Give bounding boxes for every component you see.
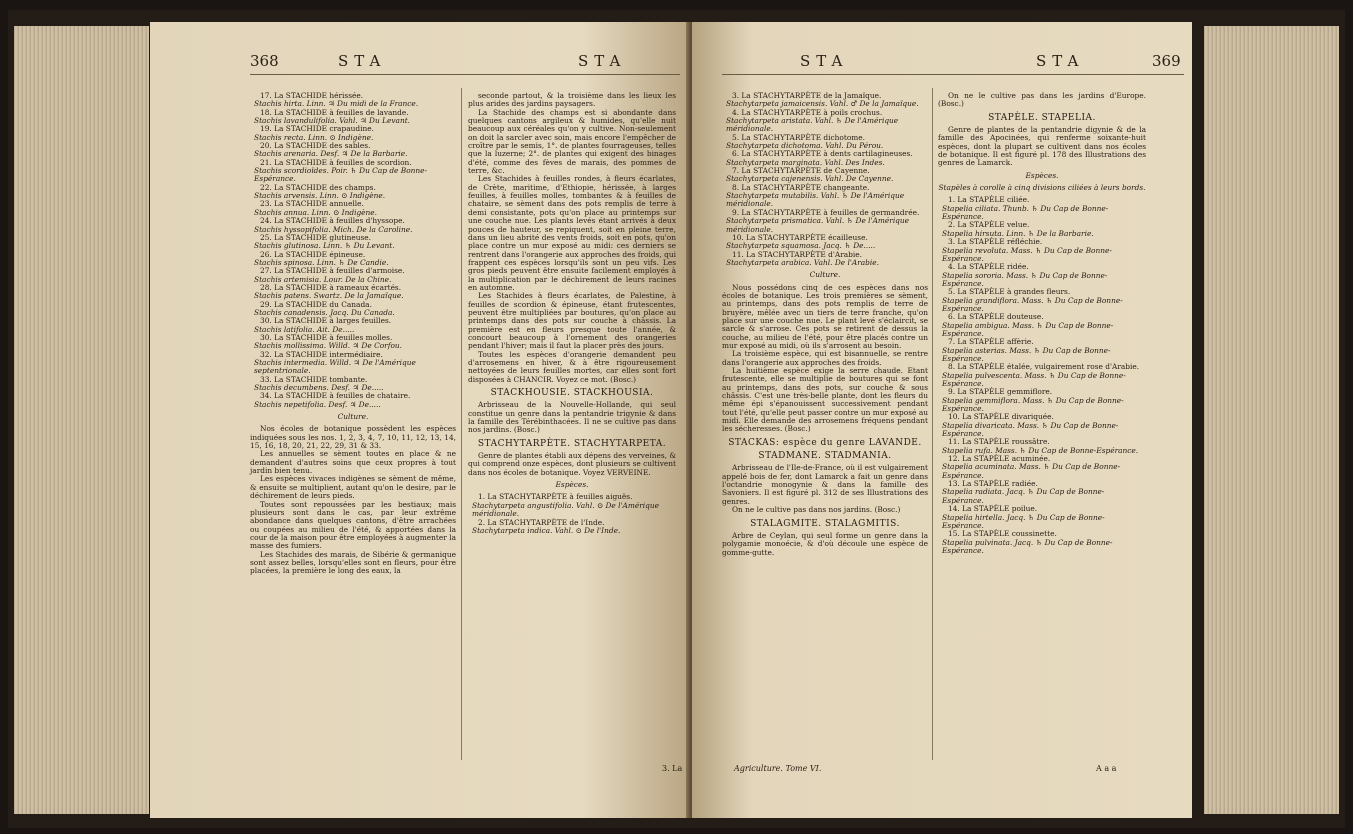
paragraph: On ne le cultive pas dans les jardins d'Europe. (Bosc.)	[938, 91, 1146, 109]
species-detail: Stachis mollissima. Willd. ♃ De Corfou.	[254, 341, 402, 351]
species-detail: Stachytarpeta mutabilis. Vahl. ♄ De l'Amérique méridionale.	[726, 191, 905, 209]
species-detail: Stapelia hirtella. Jacq. ♄ Du Cap de Bonne-Espérance.	[942, 512, 1105, 530]
species-detail: Stapelia pulvescenta. Mass. ♄ Du Cap de Bonne-Espérance.	[942, 370, 1126, 388]
species-detail: Stachis annua. Linn. ⊙ Indigène.	[254, 207, 378, 217]
species-entry: 28. La STACHIDE à rameaux écartés.	[260, 282, 402, 292]
species-detail: Stachis nepetifolia. Desf. ♃ De.....	[254, 399, 381, 409]
section-heading: Culture.	[337, 412, 369, 422]
species-entry: 6. La STACHYTARPÈTE à dents cartilagineuses.	[732, 149, 913, 159]
species-detail: Stachis lavandulifolia. Vahl. ♃ Du Levant.	[254, 116, 411, 126]
paragraph: On ne le cultive pas dans nos jardins. (Bosc.)	[732, 505, 901, 515]
right-column-divider	[932, 88, 933, 760]
species-detail: Stapelia sororia. Mass. ♄ Du Cap de Bonne-Espérance.	[942, 270, 1108, 288]
species-entry: 10. La STAPÈLE divariquée.	[948, 412, 1054, 422]
species-detail: Stachytarpeta arabica. Vahl. De l'Arabie.	[726, 257, 879, 267]
species-detail: Stachytarpeta indica. Vahl. ⊙ De l'Inde.	[472, 525, 621, 535]
paragraph: Arbrisseau de l'Ile-de-France, où il est vulgairement appelé bois de fer, dont Lamarck a fait un genre dans l'octandrie monogynie & dans la famille des Savoniers. Il est figuré pl. 312 de ses Illustrations des genres.	[722, 463, 928, 506]
right-page	[692, 22, 1192, 818]
species-entry: 22. La STACHIDE des champs.	[260, 182, 376, 192]
paragraph: Arbrisseau de la Nouvelle-Hollande, qui seul constitue un genre dans la pentandrie trigynie & dans la famille des Térébinthacées. Il ne se cultive pas dans nos jardins. (Bosc.)	[468, 400, 676, 435]
species-detail: Stapelia asterias. Mass. ♄ Du Cap de Bonne-Espérance.	[942, 345, 1111, 363]
species-detail: Stachytarpeta jamaicensis. Vahl. ♂ De la Jamaïque.	[726, 99, 919, 109]
species-entry: 2. La STACHYTARPÈTE de l'Inde.	[478, 517, 605, 527]
species-entry: 5. La STAPÈLE à grandes fleurs.	[948, 287, 1071, 297]
paragraph: La Stachide des champs est si abondante dans quelques cantons argileux & humides, qu'elle nuit beaucoup aux céréales qu'on y cultive. Non-seulement on doit la sarcler avec soin, mais encore l'empêcher de croître par le semis, 1°. de plantes fourrageuses, telles que la luzerne; 2°. de plantes qui exigent des binages d'été, comme des fèves de marais, des pommes de terre, &c.	[468, 107, 676, 176]
article-heading: STADMANE. STADMANIA.	[758, 451, 892, 462]
right-head-rule	[722, 74, 1184, 75]
species-entry: 7. La STAPÈLE affèrie.	[948, 337, 1034, 347]
volume-footer: Agriculture. Tome VI.	[734, 764, 822, 773]
species-detail: Stachis spinosa. Linn. ♄ De Candie.	[254, 257, 389, 267]
left-head-rule	[250, 74, 680, 75]
section-heading: Stapèles à corolle à cinq divisions ciliées à leurs bords.	[938, 183, 1146, 193]
species-entry: 15. La STAPÈLE coussinette.	[948, 529, 1057, 539]
left-column-2	[468, 92, 676, 535]
species-detail: Stachytarpeta squamosa. Jacq. ♄ De.....	[726, 241, 876, 251]
species-detail: Stachis artemisia. Lour. De la Chine.	[254, 274, 392, 284]
paragraph: seconde partout, & la troisième dans les lieux les plus arides des jardins paysagers.	[468, 91, 676, 109]
paragraph: La troisième espèce, qui est bisannuelle, se rentre dans l'orangerie aux approches des froids.	[722, 349, 928, 367]
species-entry: 3. La STAPÈLE réfléchie.	[948, 237, 1043, 247]
species-entry: 17. La STACHIDE hérissée.	[260, 91, 364, 100]
species-entry: 25. La STACHIDE glutineuse.	[260, 232, 371, 242]
right-page-number: 369	[1152, 52, 1181, 70]
species-entry: 4. La STACHYTARPÈTE à poils crochus.	[732, 107, 883, 117]
left-running-head: STA	[338, 52, 387, 70]
paragraph: Toutes sont repoussées par les bestiaux; mais plusieurs sont dans le cas, par leur extrême abondance dans quelques cantons, d'être arrachées ou coupées au milieu de l'été, & apportées dans la cour de la maison pour être employées à augmenter la masse des fumiers.	[250, 499, 456, 551]
species-detail: Stachis scordioïdes. Poir. ♄ Du Cap de Bonne-Espérance.	[254, 166, 428, 184]
paragraph: Les espèces vivaces indigènes se sèment de même, & ensuite se multiplient, autant qu'on le desire, par le déchirement de leurs pieds.	[250, 474, 456, 501]
article-heading: STAPÈLE. STAPELIA.	[988, 112, 1096, 123]
paragraph: Arbre de Ceylan, qui seul forme un genre dans la polygamie monoécie, & d'où découle une espèce de gomme-gutte.	[722, 530, 928, 557]
species-entry: 23. La STACHIDE annuelle.	[260, 199, 364, 209]
species-detail: Stachis patens. Swartz. De la Jamaïque.	[254, 291, 404, 301]
species-detail: Stachis canadensis. Jacq. Du Canada.	[254, 307, 395, 317]
species-detail: Stapelia ambigua. Mass. ♄ Du Cap de Bonne-Espérance.	[942, 320, 1114, 338]
species-detail: Stachis glutinosa. Linn. ♄ Du Levant.	[254, 241, 395, 251]
species-entry: 8. La STAPÈLE étalée, vulgairement rose d'Arabie.	[948, 362, 1140, 372]
paragraph: Les Stachides à feuilles rondes, à fleurs écarlates, de Crète, maritime, d'Ethiopie, hérissée, à larges feuilles, à feuilles molles, tombantes & à feuilles de chataire, se sèment dans des pots remplis de terre à demi consistante, pots qu'on place au printemps sur une couche nue. Les plants levés étant arrivés à deux pouces de hauteur, se repiquent, soit en pleine terre, dans un lieu abrité des vents froids, soit en pots, qu'on place contre un mur exposé au midi: ces derniers se rentrent dans l'orangerie aux approches des froids, qui frappent ces espèces lorsqu'ils sont un peu vifs. Les gros pieds peuvent être ensuite facilement employés à la multiplication par le déchirement de leurs racines en automne.	[468, 174, 676, 292]
species-entry: 2. La STAPÈLE velue.	[948, 220, 1030, 230]
species-entry: 24. La STACHIDE à feuilles d'hyssope.	[260, 216, 405, 226]
species-entry: 13. La STAPÈLE radiée.	[948, 479, 1038, 489]
species-detail: Stapelia rufa. Mass. ♄ Du Cap de Bonne-Espérance.	[942, 445, 1139, 455]
species-entry: 34. La STACHIDE à feuilles de chataire.	[260, 391, 411, 401]
species-detail: Stachis intermedia. Willd. ♃ De l'Amérique septentrionale.	[254, 358, 416, 376]
section-heading: Culture.	[809, 270, 841, 280]
species-detail: Stapelia pulvinata. Jacq. ♄ Du Cap de Bonne-Espérance.	[942, 537, 1113, 555]
species-entry: 26. La STACHIDE épineuse.	[260, 249, 366, 259]
species-detail: Stapelia revoluta. Mass. ♄ Du Cap de Bonne-Espérance.	[942, 245, 1112, 263]
paragraph: Nous possédons cinq de ces espèces dans nos écoles de botanique. Les trois premières se sèment, au printemps, dans des pots remplis de terre de bruyère, mêlée avec un tiers de terre franche, qu'on place sur une couche nue. Le plant levé s'éclaircit, se sarcle & s'arrose. Ces pots se retirent de dessus la couche, au milieu de l'été, pour être placés contre un mur exposé au midi, où ils s'arrosent au besoin.	[722, 282, 928, 350]
right-signature: A a a	[1096, 764, 1117, 773]
left-page-number: 368	[250, 52, 279, 70]
left-column-1	[250, 92, 456, 576]
paragraph: Les annuelles se sèment toutes en place & ne demandent d'autres soins que ceux propres à tout jardin bien tenu.	[250, 449, 456, 476]
species-entry: 30. La STACHIDE à larges feuilles.	[260, 316, 392, 326]
species-detail: Stachis recta. Linn. ⊙ Indigène.	[254, 132, 374, 142]
species-entry: 18. La STACHIDE à feuilles de lavande.	[260, 107, 409, 117]
species-entry: 9. La STACHYTARPÈTE à feuilles de germandrée.	[732, 207, 920, 217]
species-entry: 9. La STAPÈLE gemmiflore.	[948, 387, 1053, 397]
species-entry: 7. La STACHYTARPÈTE de Cayenne.	[732, 166, 870, 176]
species-detail: Stapelia acuminata. Mass. ♄ Du Cap de Bonne-Espérance.	[942, 462, 1121, 480]
article-heading: STACHYTARPÈTE. STACHYTARPETA.	[477, 438, 667, 449]
species-detail: Stachis arenaria. Desf. ♃ De la Barbarie.	[254, 149, 408, 159]
paragraph: Genre de plantes établi aux dépens des verveines, & qui comprend onze espèces, dont plusieurs se cultivent dans nos écoles de botanique. Voyez VERVEINE.	[468, 451, 676, 477]
species-entry: 14. La STAPÈLE poilue.	[948, 504, 1038, 514]
species-entry: 11. La STAPÈLE roussâtre.	[948, 437, 1050, 447]
left-page-stack	[14, 26, 149, 814]
species-entry: 21. La STACHIDE à feuilles de scordion.	[260, 157, 412, 167]
right-page-stack	[1204, 26, 1339, 814]
paragraph: Nos écoles de botanique possèdent les espèces indiquées sous les nos. 1, 2, 3, 4, 7, 10, 11, 12, 13, 14, 15, 16, 18, 20, 21, 22, 29, 31 & 33.	[250, 424, 456, 451]
species-detail: Stapelia divaricata. Mass. ♄ Du Cap de Bonne-Espérance.	[942, 420, 1119, 439]
paragraph: Toutes les espèces d'orangerie demandent peu d'arrosemens en hiver, & à être rigoureusement nettoyées de leurs feuilles mortes, car elles sont fort disposées à CHANCIR. Voyez ce mot. (Bosc.)	[468, 349, 676, 384]
species-entry: 6. La STAPÈLE douteuse.	[948, 312, 1044, 322]
species-detail: Stachis hirta. Linn. ♃ Du midi de la France.	[254, 99, 419, 109]
left-catchword: 3. La	[662, 764, 683, 773]
species-detail: Stachis decumbens. Desf. ♃ De.....	[254, 383, 384, 393]
species-entry: 11. La STACHYTARPÈTE d'Arabie.	[732, 249, 862, 259]
right-column-1	[722, 92, 928, 557]
left-running-head-2: STA	[578, 52, 627, 70]
species-entry: 20. La STACHIDE des sables.	[260, 141, 371, 151]
species-detail: Stachytarpeta aristata. Vahl. ♄ De l'Amérique méridionale.	[726, 116, 899, 134]
article-heading: STACKAS: espèce du genre LAVANDE.	[728, 437, 922, 448]
species-detail: Stachytarpeta marginata. Vahl. Des Indes.	[726, 157, 885, 167]
section-heading: Espèces.	[1025, 170, 1059, 180]
species-detail: Stachytarpeta cajenensis. Vahl. De Cayenne.	[726, 174, 894, 184]
paragraph: Les Stachides des marais, de Sibérie & germanique sont assez belles, lorsqu'elles sont en fleurs, pour être placées, la première le long des eaux, la	[250, 549, 456, 576]
species-detail: Stapelia radiata. Jacq. ♄ Du Cap de Bonne-Espérance.	[942, 487, 1105, 505]
species-detail: Stachis latifolia. Ait. De.....	[254, 324, 355, 334]
species-entry: 12. La STAPÈLE acuminée.	[948, 454, 1051, 464]
species-entry: 8. La STACHYTARPÈTE changeante.	[732, 182, 870, 192]
species-detail: Stachis hyssopifolia. Mich. De la Caroline.	[254, 224, 413, 234]
species-entry: 5. La STACHYTARPÈTE dichotome.	[732, 132, 866, 142]
species-entry: 32. La STACHIDE intermédiaire.	[260, 349, 383, 359]
species-entry: 4. La STAPÈLE ridée.	[948, 262, 1029, 272]
paragraph: La huitième espèce exige la serre chaude. Etant frutescente, elle se multiplie de boutures qui se font au printemps, dans des pots, sur couche & sous châssis. C'est une très-belle plante, dont les fleurs du même épi s'épanouissent successivement pendant tout l'été, qu'elle peut passer contre un mur exposé au midi. Elle demande des arrosemens fréquens pendant les sécheresses. (Bosc.)	[722, 366, 928, 434]
species-detail: Stapelia ciliata. Thunb. ♄ Du Cap de Bonne-Espérance.	[942, 203, 1109, 222]
article-heading: STACKHOUSIE. STACKHOUSIA.	[490, 388, 654, 399]
paragraph: Les Stachides à fleurs écarlates, de Palestine, à feuilles de scordion & épineuse, étant frutescentes, peuvent être multipliées par boutures, qu'on place au printemps dans des pots sur couche à châssis. La première est en fleurs presque toute l'année, & concourt beaucoup à l'ornement des orangeries pendant l'hiver; mais il faut la placer près des jours.	[468, 291, 676, 351]
right-column-2	[938, 92, 1146, 555]
species-detail: Stachytarpeta angustifolia. Vahl. ⊙ De l'Amérique méridionale.	[472, 500, 660, 519]
article-heading: STALAGMITE. STALAGMITIS.	[750, 518, 900, 529]
species-detail: Stapelia gemmiflora. Mass. ♄ Du Cap de Bonne-Espérance.	[942, 395, 1124, 414]
section-heading: Espèces.	[555, 480, 589, 490]
paragraph: Genre de plantes de la pentandrie digynie & de la famille des Apocinées, qui renferme soixante-huit espèces, dont la plupart se cultivent dans nos écoles de botanique. Il est figuré pl. 178 des Illustrations des genres de Lamarck.	[938, 125, 1146, 168]
species-entry: 10. La STACHYTARPÈTE écailleuse.	[732, 232, 868, 242]
species-entry: 29. La STACHIDE du Canada.	[260, 299, 372, 309]
species-entry: 1. La STAPÈLE ciliée.	[948, 195, 1030, 205]
right-running-head: STA	[800, 52, 849, 70]
species-entry: 30. La STACHIDE à feuilles molles.	[260, 332, 393, 342]
species-entry: 27. La STACHIDE à feuilles d'armoise.	[260, 266, 405, 276]
species-entry: 1. La STACHYTARPÈTE à feuilles aiguës.	[478, 492, 633, 502]
species-entry: 19. La STACHIDE crapaudine.	[260, 124, 374, 134]
species-detail: Stachytarpeta prismatica. Vahl. ♄ De l'Amérique méridionale.	[726, 216, 910, 234]
species-entry: 33. La STACHIDE tombante.	[260, 374, 368, 384]
species-detail: Stachytarpeta dichotoma. Vahl. Du Pérou.	[726, 141, 884, 151]
right-running-head-2: STA	[1036, 52, 1085, 70]
species-detail: Stachis arvensis. Linn. ⊙ Indigène.	[254, 191, 386, 201]
species-detail: Stapelia grandiflora. Mass. ♄ Du Cap de Bonne-Espérance.	[942, 295, 1123, 313]
species-detail: Stapelia hirsuta. Linn. ♄ De la Barbarie.	[942, 228, 1094, 238]
species-entry: 3. La STACHYTARPÈTE de la Jamaïque.	[732, 91, 882, 100]
left-column-divider	[461, 88, 462, 760]
left-page	[150, 22, 690, 818]
